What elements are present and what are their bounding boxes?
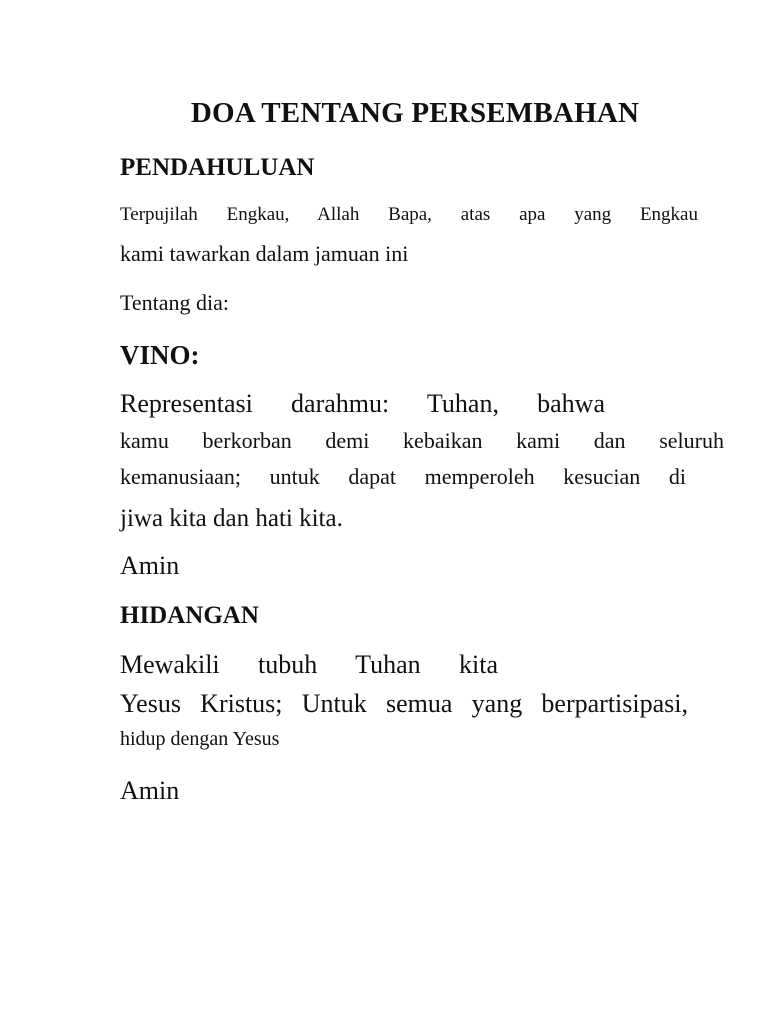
prayer-line: Yesus Kristus; Untuk semua yang berpartisipasi, [120, 689, 688, 718]
prayer-closing: Amin [120, 776, 180, 805]
section-heading-vino: VINO: [120, 340, 200, 370]
document-title: DOA TENTANG PERSEMBAHAN [190, 97, 640, 129]
prayer-line: Terpujilah Engkau, Allah Bapa, atas apa yang Engkau [120, 204, 698, 225]
prayer-line: kami tawarkan dalam jamuan ini [120, 241, 409, 266]
section-heading-hidangan: HIDANGAN [120, 602, 259, 629]
prayer-line: Representasi darahmu: Tuhan, bahwa [120, 389, 605, 418]
prayer-line: kemanusiaan; untuk dapat memperoleh kesucian di [120, 464, 686, 489]
prayer-line: kamu berkorban demi kebaikan kami dan seluruh [120, 428, 724, 453]
prayer-closing: Amin [120, 551, 180, 580]
prayer-line: Mewakili tubuh Tuhan kita [120, 650, 498, 679]
prayer-line: jiwa kita dan hati kita. [120, 505, 343, 532]
prayer-line: hidup dengan Yesus [120, 728, 280, 750]
prayer-line: Tentang dia: [120, 290, 230, 315]
section-heading-pendahuluan: PENDAHULUAN [120, 154, 315, 181]
